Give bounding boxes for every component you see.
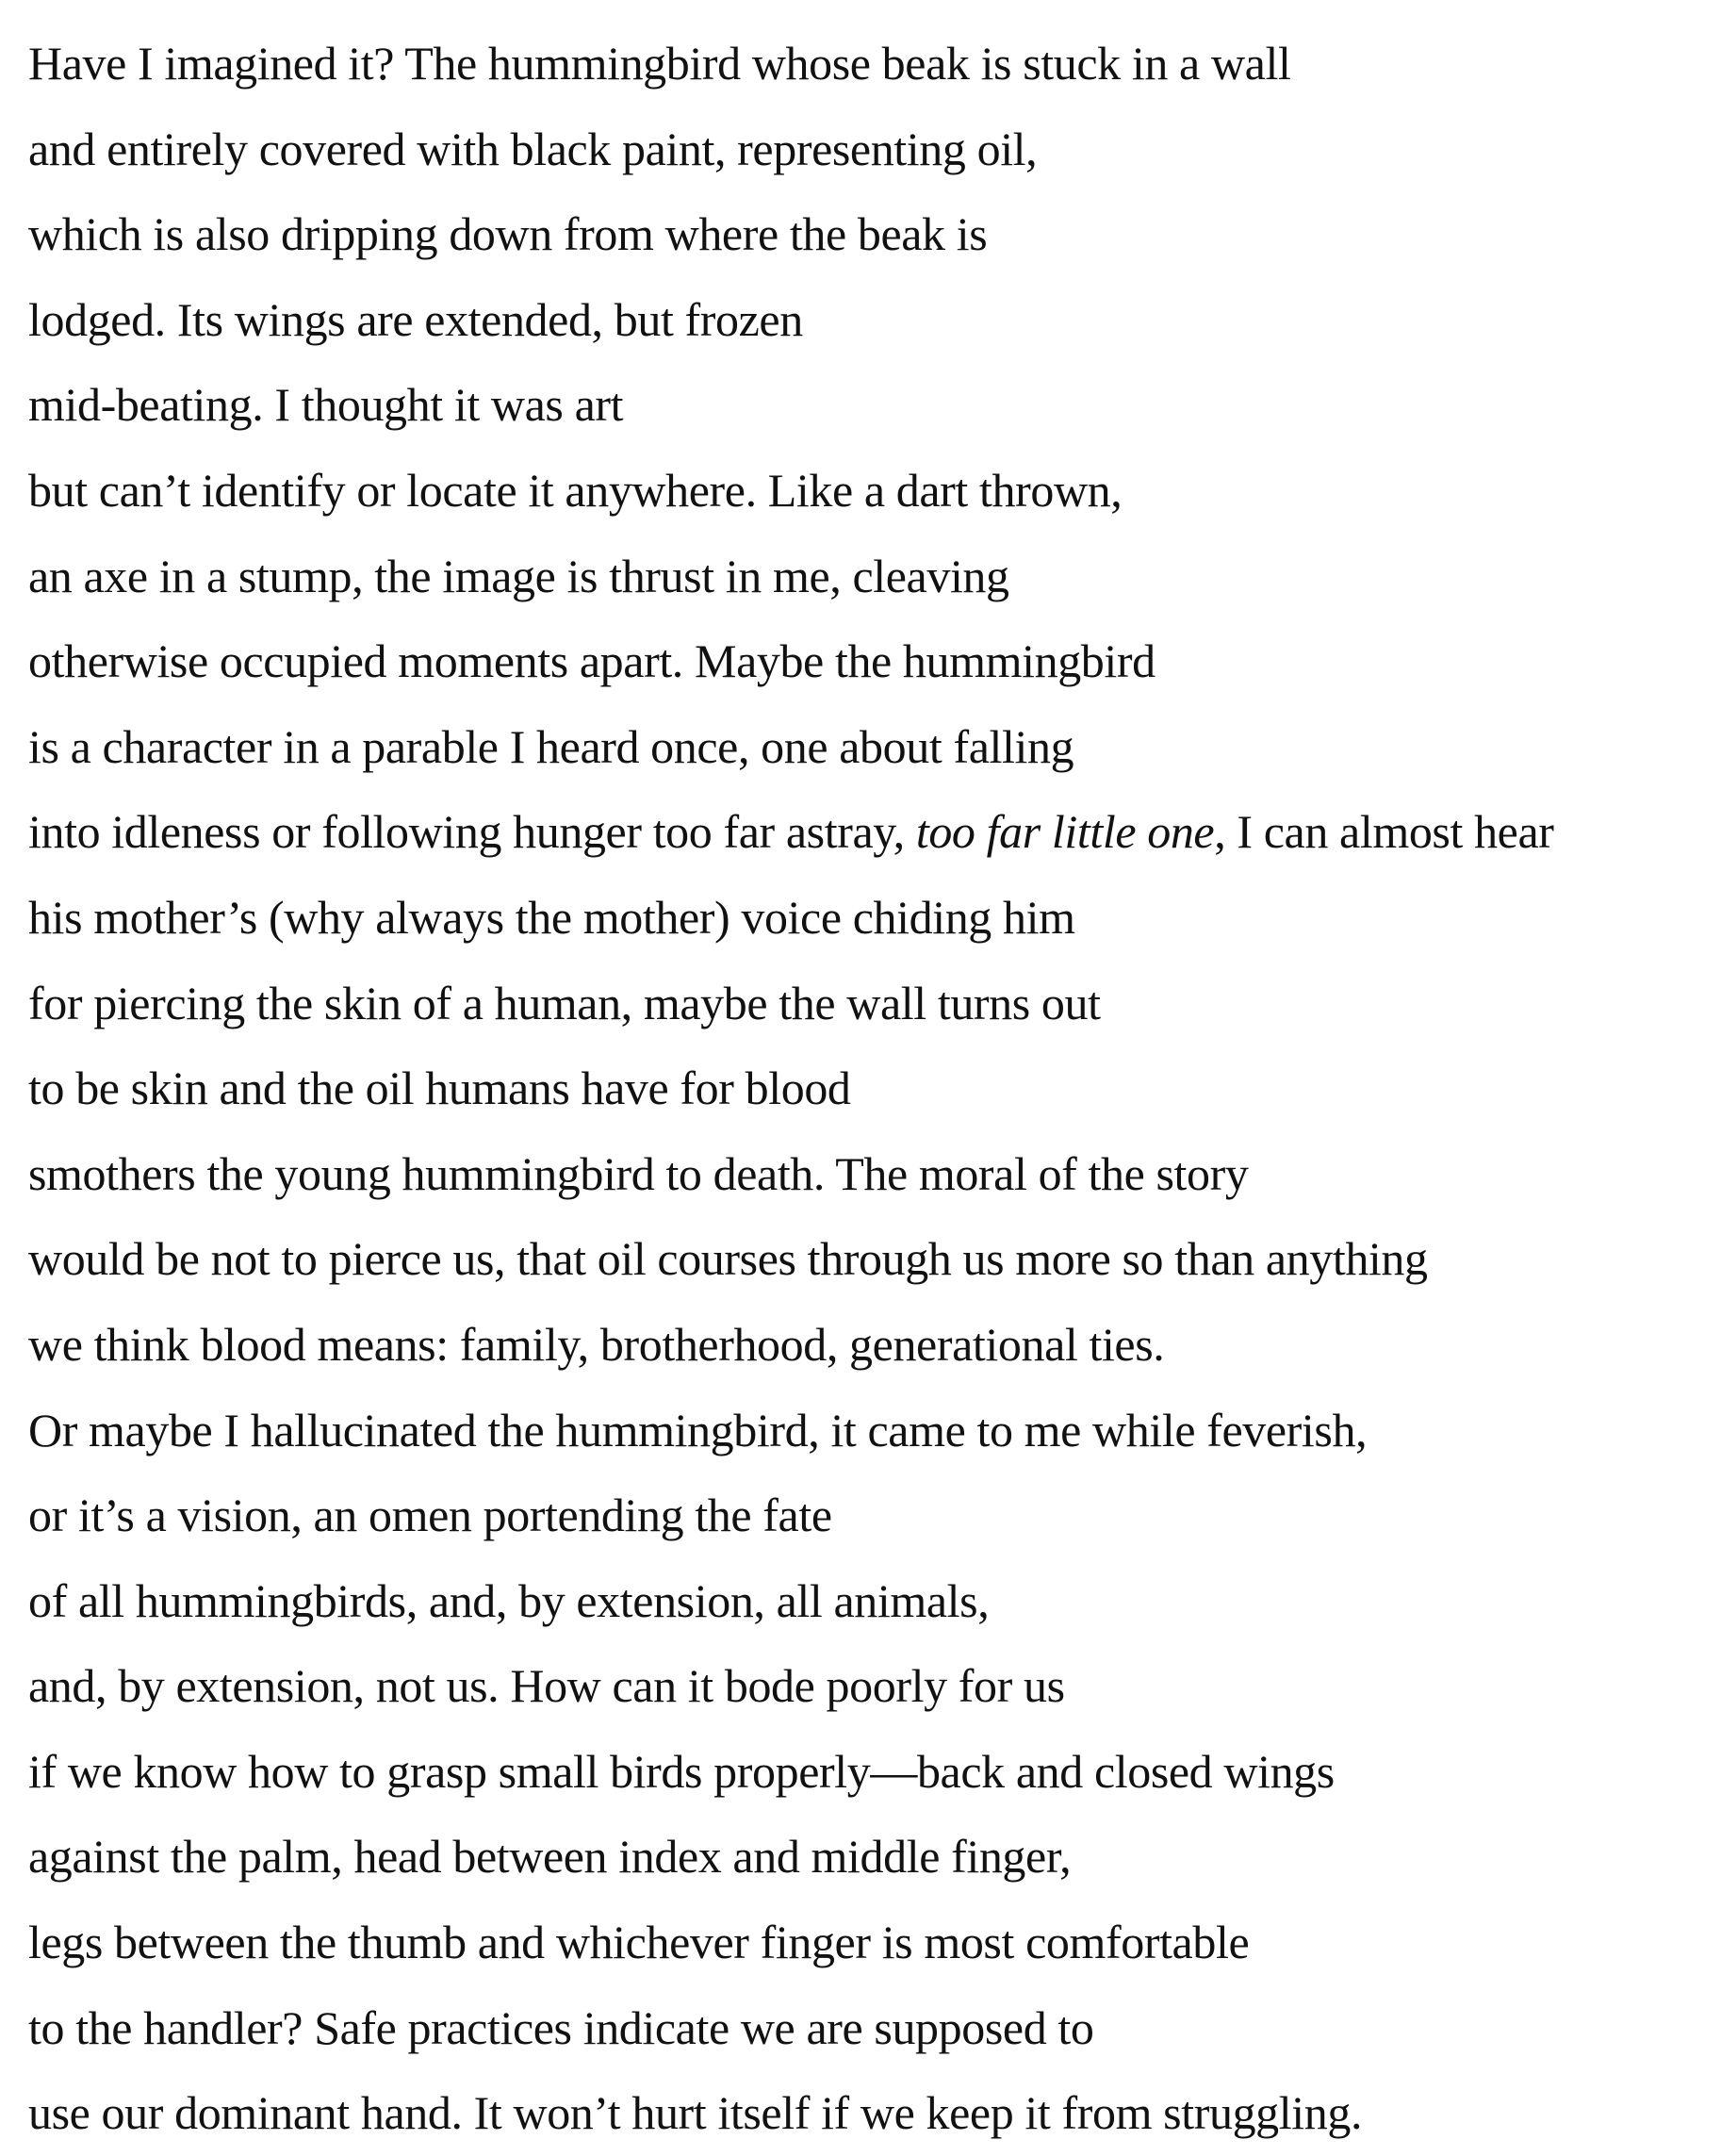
poem-line-11: his mother’s (why always the mother) voice chiding him xyxy=(28,890,1075,944)
poem-line-4: lodged. Its wings are extended, but frozen xyxy=(28,292,803,346)
poem-line-2: and entirely covered with black paint, representing oil, xyxy=(28,122,1038,175)
poem-line-10-start: into idleness or following hunger too far astray, xyxy=(28,805,916,859)
poem-line-10-end: , I can almost hear xyxy=(1214,805,1554,859)
poem-line-18: or it’s a vision, an omen portending the fate xyxy=(28,1489,832,1542)
poem-line-17: Or maybe I hallucinated the hummingbird, it came to me while feverish, xyxy=(28,1403,1368,1457)
poem-line-19: of all hummingbirds, and, by extension, all animals, xyxy=(28,1573,990,1627)
poem-line-15: would be not to pierce us, that oil courses through us more so than anything xyxy=(28,1232,1428,1286)
poem-line-25: use our dominant hand. It won’t hurt itself if we keep it from struggling. xyxy=(28,2086,1363,2140)
poem-line-6: but can’t identify or locate it anywhere. Like a dart thrown, xyxy=(28,463,1123,517)
poem-line-20: and, by extension, not us. How can it bode poorly for us xyxy=(28,1659,1065,1713)
poem-line-3: which is also dripping down from where the beak is xyxy=(28,207,988,261)
poem-line-14: smothers the young hummingbird to death. The moral of the story xyxy=(28,1146,1249,1200)
poem-line-10-italic-phrase: too far little one xyxy=(915,805,1215,859)
poem-line-13: to be skin and the oil humans have for blood xyxy=(28,1062,851,1115)
poem-line-8: otherwise occupied moments apart. Maybe the hummingbird xyxy=(28,634,1156,688)
poem-line-16: we think blood means: family, brotherhood, generational ties. xyxy=(28,1317,1165,1371)
poem-line-10 xyxy=(28,789,1715,875)
poem-text xyxy=(28,21,1715,2156)
poem-line-5: mid-beating. I thought it was art xyxy=(28,378,624,432)
poem-line-1: Have I imagined it? The hummingbird whose beak is stuck in a wall xyxy=(28,37,1291,90)
poem-line-21: if we know how to grasp small birds properly—back and closed wings xyxy=(28,1744,1335,1798)
poem-line-23: legs between the thumb and whichever finger is most comfortable xyxy=(28,1916,1250,1969)
poem-line-24: to the handler? Safe practices indicate we are supposed to xyxy=(28,2000,1094,2054)
poem-line-9: is a character in a parable I heard once, one about falling xyxy=(28,719,1074,773)
poem-line-22: against the palm, head between index and middle finger, xyxy=(28,1830,1072,1884)
poem-line-7: an axe in a stump, the image is thrust in me, cleaving xyxy=(28,549,1009,602)
poem-line-12: for piercing the skin of a human, maybe the wall turns out xyxy=(28,976,1101,1029)
